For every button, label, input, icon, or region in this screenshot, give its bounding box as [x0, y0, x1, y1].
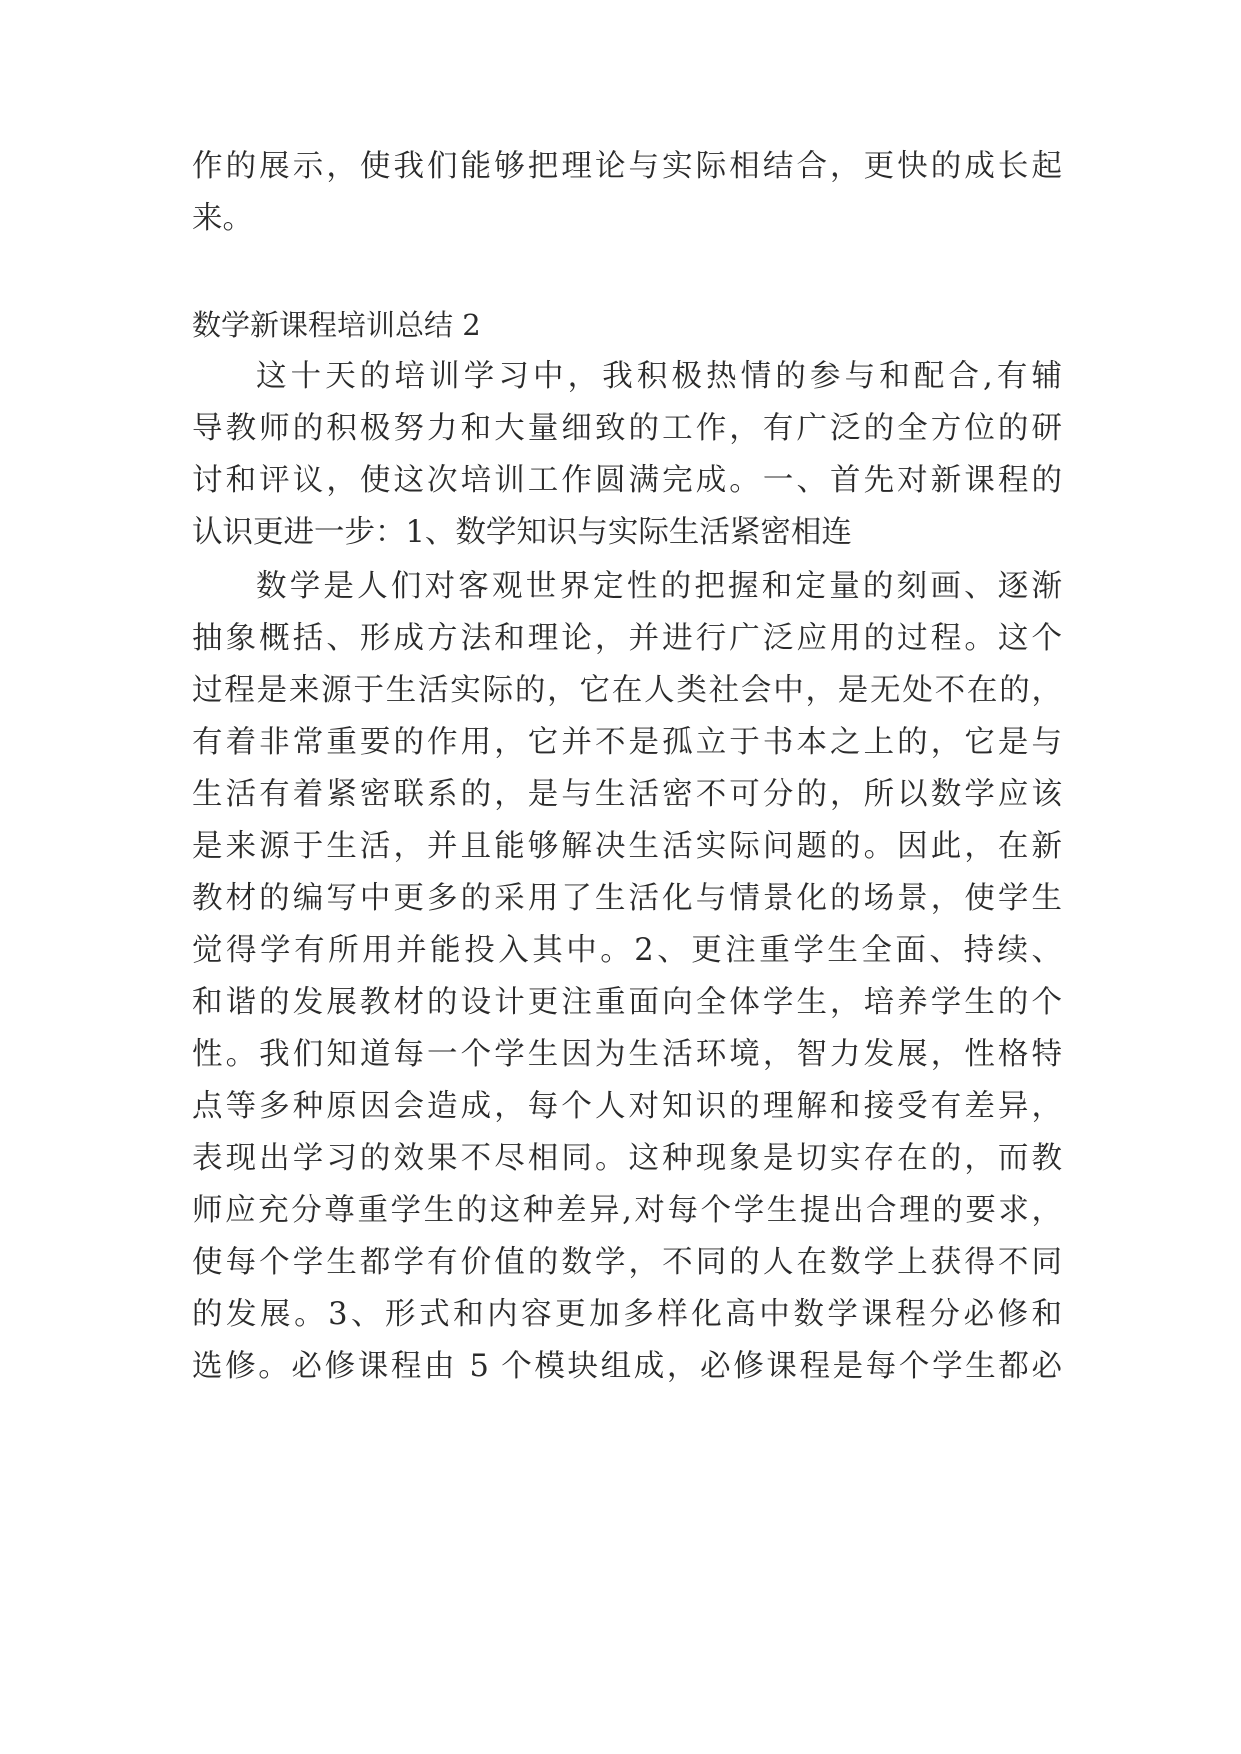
text-line: 性。我们知道每一个学生因为生活环境，智力发展，性格特: [192, 1037, 1062, 1072]
text-line: 是来源于生活，并且能够解决生活实际问题的。因此，在新: [192, 829, 1062, 864]
text-line: 教材的编写中更多的采用了生活化与情景化的场景，使学生: [192, 881, 1062, 916]
text-line: 和谐的发展教材的设计更注重面向全体学生，培养学生的个: [192, 985, 1062, 1020]
text-line: 来。: [192, 201, 253, 236]
text-line: 的发展。3、形式和内容更加多样化高中数学课程分必修和: [192, 1297, 1062, 1332]
text-line: 表现出学习的效果不尽相同。这种现象是切实存在的，而教: [192, 1141, 1062, 1176]
text-line: 使每个学生都学有价值的数学，不同的人在数学上获得不同: [192, 1245, 1062, 1280]
text-line: 点等多种原因会造成，每个人对知识的理解和接受有差异，: [192, 1089, 1062, 1124]
text-line: 导教师的积极努力和大量细致的工作，有广泛的全方位的研: [192, 411, 1062, 446]
text-line: 讨和评议，使这次培训工作圆满完成。一、首先对新课程的: [192, 463, 1062, 498]
text-line: 认识更进一步：1、数学知识与实际生活紧密相连: [192, 515, 852, 550]
text-line: 作的展示，使我们能够把理论与实际相结合，更快的成长起: [192, 149, 1062, 184]
text-line: 数学是人们对客观世界定性的把握和定量的刻画、逐渐: [256, 569, 1062, 604]
text-line: 抽象概括、形成方法和理论，并进行广泛应用的过程。这个: [192, 621, 1062, 656]
text-line: 有着非常重要的作用，它并不是孤立于书本之上的，它是与: [192, 725, 1062, 760]
text-line: 这十天的培训学习中，我积极热情的参与和配合,有辅: [256, 359, 1062, 394]
text-line: 过程是来源于生活实际的，它在人类社会中，是无处不在的，: [192, 673, 1062, 708]
text-line: 生活有着紧密联系的，是与生活密不可分的，所以数学应该: [192, 777, 1062, 812]
section-title: 数学新课程培训总结 2: [192, 308, 481, 342]
text-line: 选修。必修课程由 5 个模块组成，必修课程是每个学生都必: [192, 1349, 1062, 1384]
text-line: 师应充分尊重学生的这种差异,对每个学生提出合理的要求，: [192, 1193, 1062, 1228]
text-line: 觉得学有所用并能投入其中。2、更注重学生全面、持续、: [192, 933, 1062, 968]
